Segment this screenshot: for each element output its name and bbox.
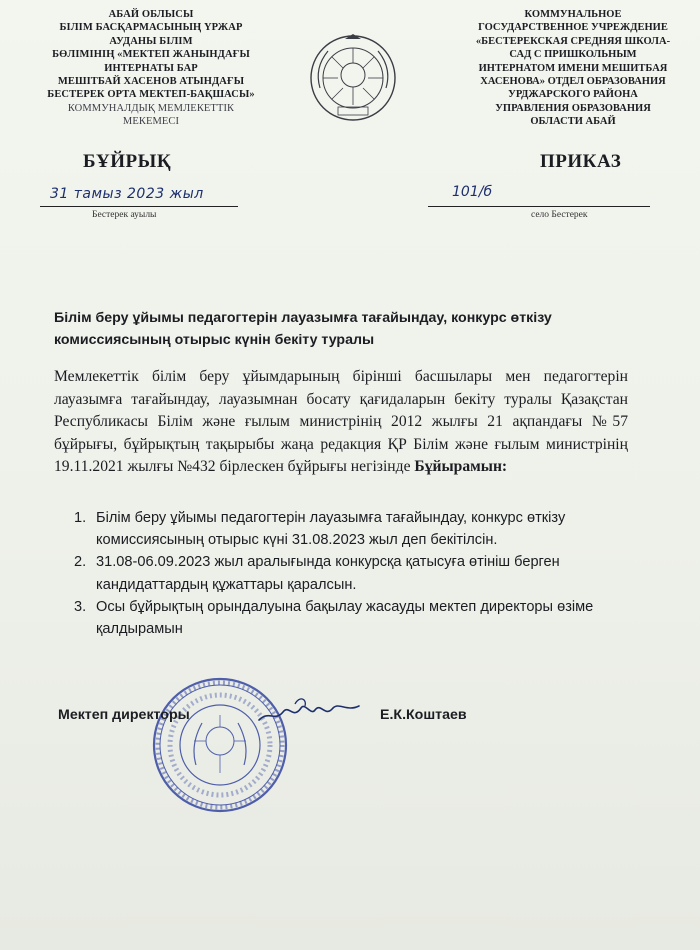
header-left-line: БІЛІМ БАСҚАРМАСЫНЫҢ ҮРЖАР — [59, 22, 243, 34]
header-right-ru — [468, 8, 678, 129]
header-right-line: КОММУНАЛЬНОЕ — [524, 9, 622, 20]
list-item — [54, 551, 634, 595]
item-number: 2. — [74, 554, 87, 571]
item-text: Осы бұйрықтың орындалуына бақылау жасауды мектеп директоры өзіме қалдырамын — [96, 598, 594, 638]
signature-label: Мектеп директоры — [58, 707, 190, 723]
header-left-kz — [20, 8, 282, 129]
header-right-line: ГОСУДАРСТВЕННОЕ УЧРЕЖДЕНИЕ — [478, 22, 668, 34]
number-underline — [428, 206, 650, 207]
header-right-line: ОБЛАСТИ АБАЙ — [530, 116, 616, 128]
handwritten-order-number: 101/б — [452, 184, 493, 200]
order-items — [54, 507, 634, 640]
header-right-line: ХАСЕНОВА» ОТДЕЛ ОБРАЗОВАНИЯ — [480, 76, 666, 88]
header-right-line: УПРАВЛЕНИЯ ОБРАЗОВАНИЯ — [495, 102, 651, 114]
header-right-line: УРДЖАРСКОГО РАЙОНА — [508, 89, 638, 101]
header-left-line: МЕКЕМЕСІ — [122, 116, 180, 128]
date-underline — [40, 206, 238, 207]
header-left-line: БЕСТЕРЕК ОРТА МЕКТЕП-БАҚШАСЫ» — [47, 89, 255, 101]
place-label-kz: Бестерек ауылы — [92, 210, 157, 220]
header-left-line: БӨЛІМІНІҢ «МЕКТЕП ЖАНЫНДАҒЫ — [52, 49, 250, 61]
kazakhstan-emblem-icon — [308, 33, 398, 123]
item-text: 31.08-06.09.2023 жыл аралығында конкурсқа қатысуға өтініш берген кандидаттардың құжаттары қаралсын. — [96, 554, 560, 593]
handwritten-signature-icon — [255, 690, 365, 730]
header-left-line: ИНТЕРНАТЫ БАР — [104, 62, 198, 74]
header-right-line: САД С ПРИШКОЛЬНЫМ — [509, 49, 637, 61]
list-item — [54, 596, 634, 640]
body-text: Мемлекеттік білім беру ұйымдарының бірінші басшылары мен педагогтерін лауазымға тағайындау, лауазымнан босату қағидаларын бекіту туралы Қазақстан Республикасы Білім және ғылым министрінің 2012 жылғы 21 ақпандағы №57 бұйрығы, бұйрықтың тақырыбы жаңа редакция ҚР Білім және ғылым министрінің 19.11.2021 жылғы №432 бірлескен бұйрығы негізінде — [54, 368, 628, 476]
header-right-line: ИНТЕРНАТОМ ИМЕНИ МЕШИТБАЯ — [478, 62, 668, 74]
order-word: Бұйырамын: — [414, 458, 508, 476]
header-left-line: АБАЙ ОБЛЫСЫ — [108, 9, 194, 20]
order-subject: Білім беру ұйымы педагогтерін лауазымға тағайындау, конкурс өткізу комиссиясының отырыс күнін бекіту туралы — [54, 310, 552, 348]
document-title-kz: БҰЙРЫҚ — [83, 151, 172, 172]
order-body — [54, 366, 628, 479]
item-number: 3. — [74, 598, 87, 615]
document-title-ru: ПРИКАЗ — [540, 151, 622, 172]
director-name: Е.К.Коштаев — [380, 707, 467, 723]
list-item — [54, 507, 634, 551]
item-text: Білім беру ұйымы педагогтерін лауазымға тағайындау, конкурс өткізу комиссиясының отырыс күні 31.08.2023 жыл деп бекітілсін. — [96, 510, 566, 549]
handwritten-date: 31 тамыз 2023 жыл — [50, 186, 204, 202]
header-left-line: КОММУНАЛДЫҚ МЕМЛЕКЕТТІК — [67, 102, 235, 114]
item-number: 1. — [74, 510, 87, 526]
header-left-line: МЕШІТБАЙ ХАСЕНОВ АТЫНДАҒЫ — [57, 76, 245, 88]
header-left-line: АУДАНЫ БІЛІМ — [109, 35, 193, 47]
header-right-line: «БЕСТЕРЕКСКАЯ СРЕДНЯЯ ШКОЛА- — [475, 35, 671, 47]
place-label-ru: село Бестерек — [531, 210, 588, 220]
